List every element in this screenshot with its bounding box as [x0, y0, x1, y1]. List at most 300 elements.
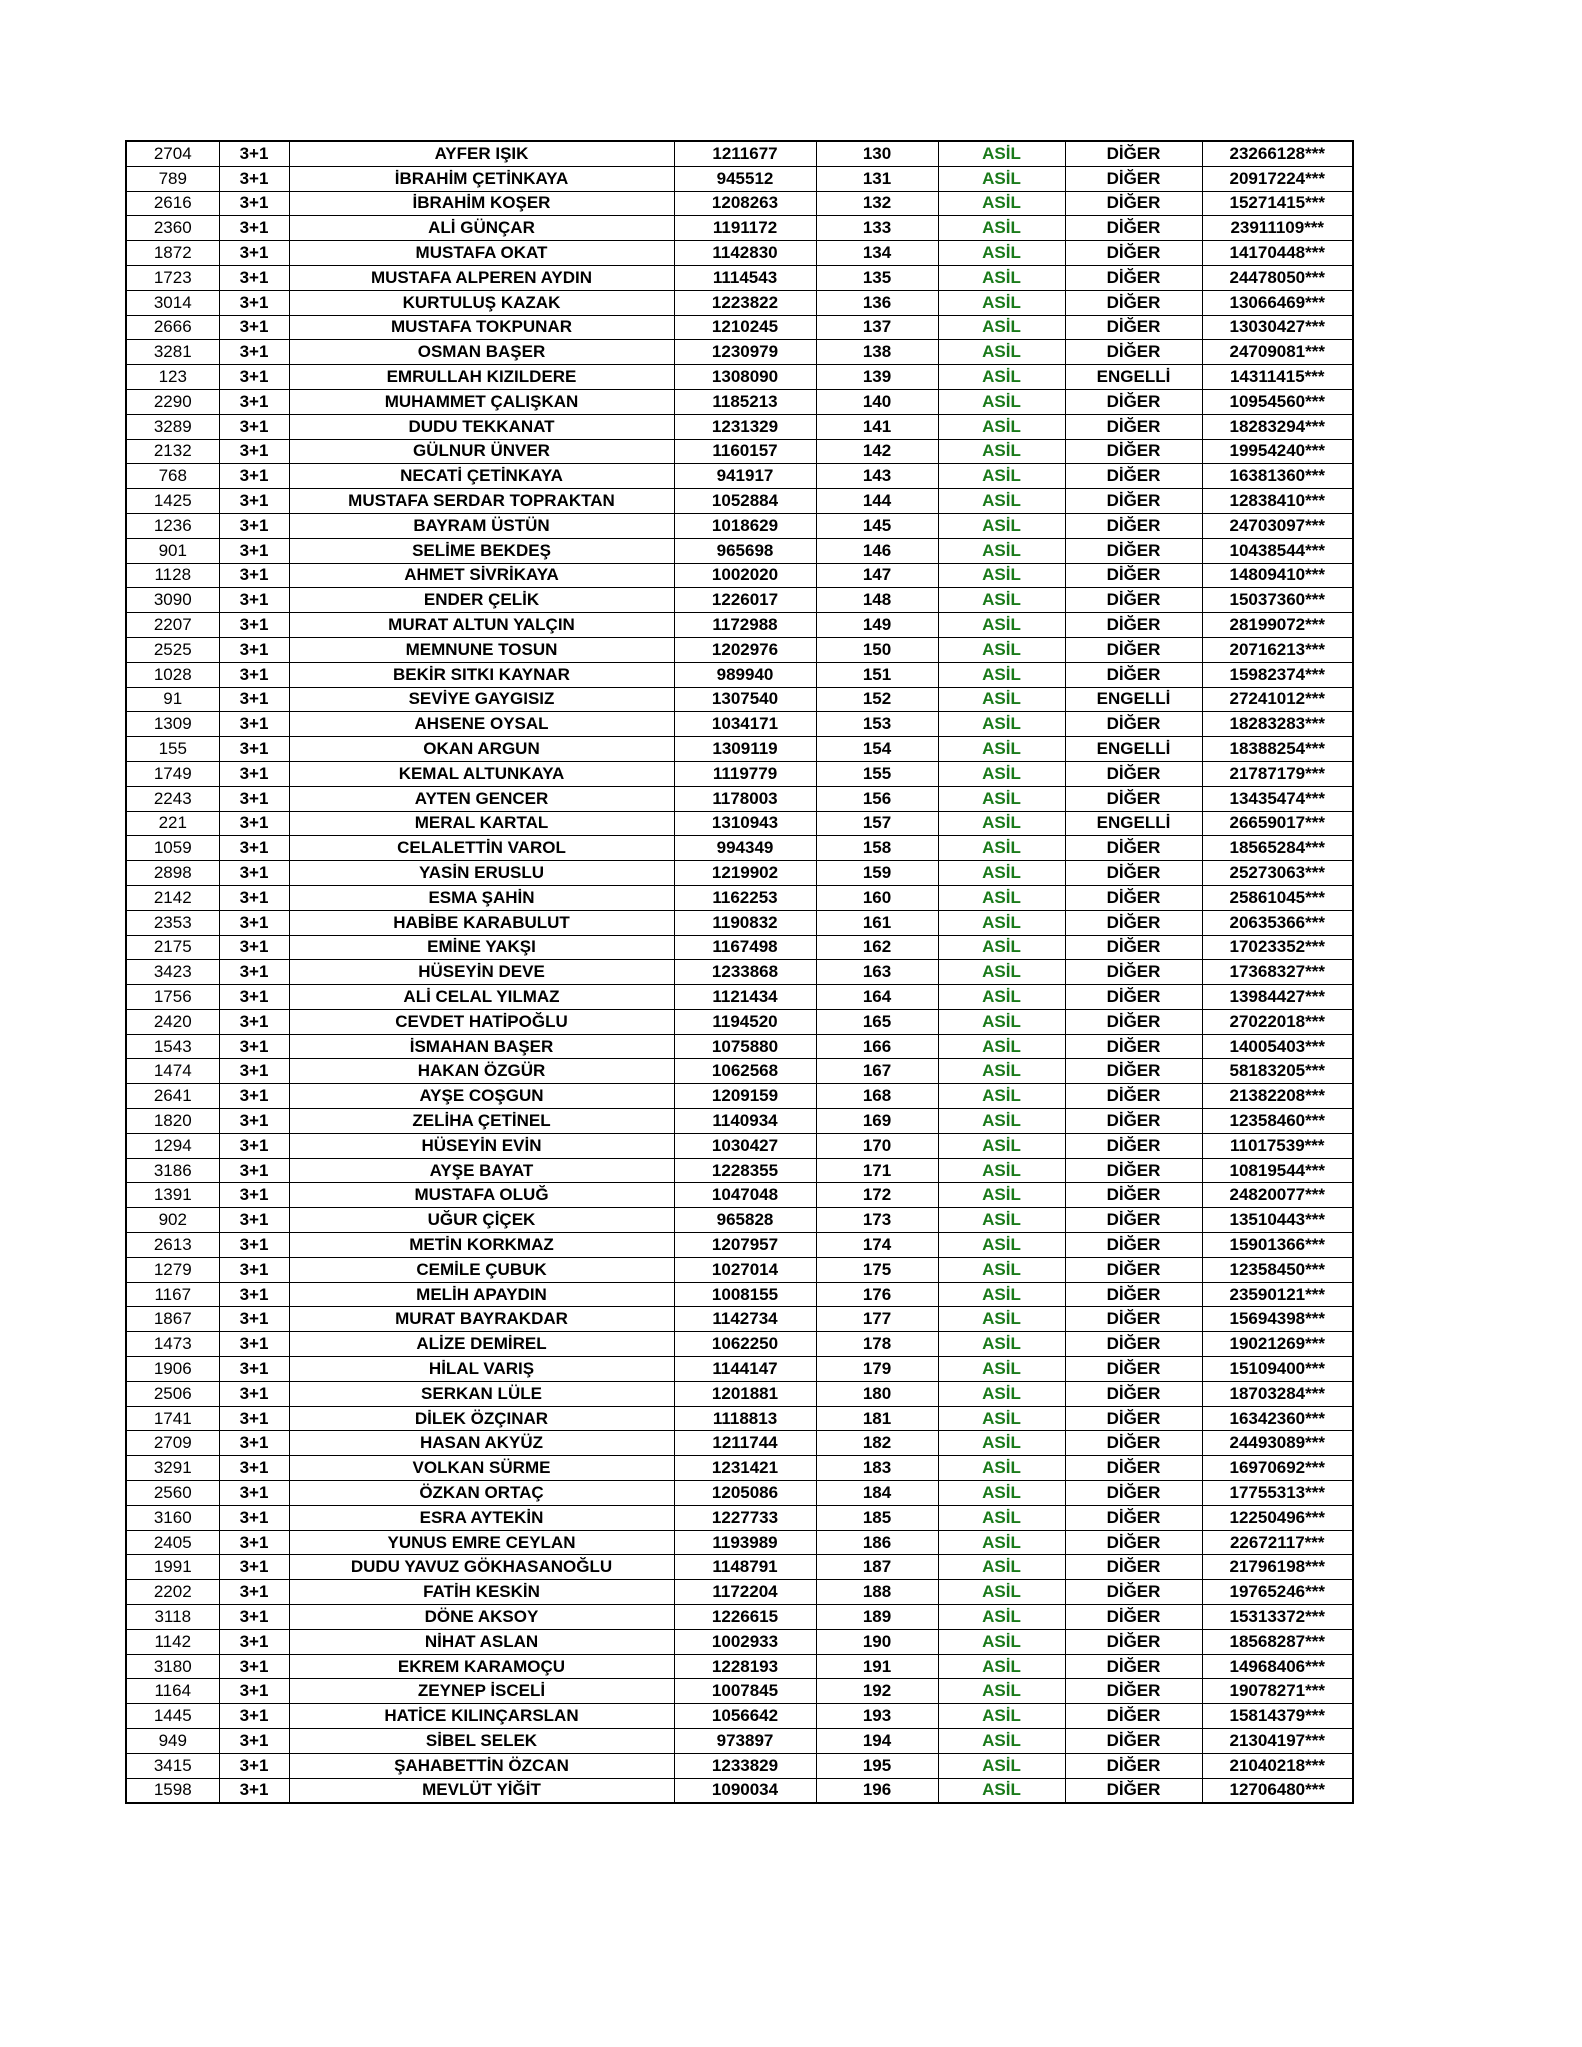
applicant-no-cell: 1425	[126, 489, 219, 514]
id-number-cell: 27241012***	[1202, 687, 1353, 712]
table-row	[126, 1778, 1353, 1803]
applicant-no-cell: 2142	[126, 885, 219, 910]
category-cell: DİĞER	[1065, 1133, 1202, 1158]
application-no-cell: 1193989	[674, 1530, 816, 1555]
application-no-cell: 1172988	[674, 613, 816, 638]
flat-type-cell: 3+1	[219, 513, 289, 538]
applicant-no-cell: 1756	[126, 985, 219, 1010]
status-cell: ASİL	[938, 1605, 1065, 1630]
application-no-cell: 1142830	[674, 241, 816, 266]
applicant-name-cell: MEVLÜT YİĞİT	[289, 1778, 674, 1803]
table-row	[126, 1431, 1353, 1456]
applicant-name-cell: AYFER IŞIK	[289, 141, 674, 166]
rank-cell: 154	[816, 737, 938, 762]
applicant-name-cell: GÜLNUR ÜNVER	[289, 439, 674, 464]
table-row	[126, 1133, 1353, 1158]
applicant-no-cell: 3014	[126, 290, 219, 315]
applicant-no-cell: 2704	[126, 141, 219, 166]
status-cell: ASİL	[938, 166, 1065, 191]
flat-type-cell: 3+1	[219, 1009, 289, 1034]
applicant-name-cell: YUNUS EMRE CEYLAN	[289, 1530, 674, 1555]
application-no-cell: 1228193	[674, 1654, 816, 1679]
flat-type-cell: 3+1	[219, 861, 289, 886]
id-number-cell: 24493089***	[1202, 1431, 1353, 1456]
flat-type-cell: 3+1	[219, 1109, 289, 1134]
table-row	[126, 141, 1353, 166]
flat-type-cell: 3+1	[219, 538, 289, 563]
category-cell: DİĞER	[1065, 1282, 1202, 1307]
status-cell: ASİL	[938, 761, 1065, 786]
category-cell: ENGELLİ	[1065, 811, 1202, 836]
rank-cell: 172	[816, 1183, 938, 1208]
table-row	[126, 241, 1353, 266]
applicant-no-cell: 3289	[126, 414, 219, 439]
application-no-cell: 1002933	[674, 1629, 816, 1654]
applicant-no-cell: 1445	[126, 1704, 219, 1729]
table-row	[126, 1282, 1353, 1307]
applicant-no-cell: 1473	[126, 1332, 219, 1357]
table-row	[126, 191, 1353, 216]
flat-type-cell: 3+1	[219, 464, 289, 489]
category-cell: DİĞER	[1065, 216, 1202, 241]
applicant-no-cell: 1279	[126, 1257, 219, 1282]
applicant-name-cell: SELİME BEKDEŞ	[289, 538, 674, 563]
applicant-name-cell: SERKAN LÜLE	[289, 1381, 674, 1406]
rank-cell: 194	[816, 1729, 938, 1754]
status-cell: ASİL	[938, 216, 1065, 241]
table-row	[126, 1580, 1353, 1605]
id-number-cell: 23911109***	[1202, 216, 1353, 241]
status-cell: ASİL	[938, 1778, 1065, 1803]
category-cell: DİĞER	[1065, 1778, 1202, 1803]
id-number-cell: 15901366***	[1202, 1233, 1353, 1258]
applicant-list-table	[125, 140, 1354, 1804]
status-cell: ASİL	[938, 1481, 1065, 1506]
id-number-cell: 21796198***	[1202, 1555, 1353, 1580]
flat-type-cell: 3+1	[219, 712, 289, 737]
table-row	[126, 513, 1353, 538]
table-row	[126, 414, 1353, 439]
category-cell: DİĞER	[1065, 513, 1202, 538]
application-no-cell: 1205086	[674, 1481, 816, 1506]
applicant-name-cell: MUSTAFA ALPEREN AYDIN	[289, 265, 674, 290]
rank-cell: 146	[816, 538, 938, 563]
flat-type-cell: 3+1	[219, 1505, 289, 1530]
status-cell: ASİL	[938, 1555, 1065, 1580]
status-cell: ASİL	[938, 1208, 1065, 1233]
table-row	[126, 960, 1353, 985]
category-cell: DİĞER	[1065, 439, 1202, 464]
id-number-cell: 18565284***	[1202, 836, 1353, 861]
application-no-cell: 1018629	[674, 513, 816, 538]
applicant-no-cell: 2666	[126, 315, 219, 340]
applicant-name-cell: CELALETTİN VAROL	[289, 836, 674, 861]
applicant-name-cell: YASİN ERUSLU	[289, 861, 674, 886]
applicant-name-cell: NİHAT ASLAN	[289, 1629, 674, 1654]
applicant-no-cell: 2641	[126, 1084, 219, 1109]
table-row	[126, 910, 1353, 935]
status-cell: ASİL	[938, 414, 1065, 439]
table-row	[126, 1084, 1353, 1109]
id-number-cell: 20917224***	[1202, 166, 1353, 191]
rank-cell: 132	[816, 191, 938, 216]
id-number-cell: 14005403***	[1202, 1034, 1353, 1059]
category-cell: DİĞER	[1065, 1084, 1202, 1109]
category-cell: DİĞER	[1065, 241, 1202, 266]
flat-type-cell: 3+1	[219, 786, 289, 811]
table-row	[126, 885, 1353, 910]
flat-type-cell: 3+1	[219, 340, 289, 365]
category-cell: DİĞER	[1065, 786, 1202, 811]
applicant-name-cell: METİN KORKMAZ	[289, 1233, 674, 1258]
category-cell: DİĞER	[1065, 1456, 1202, 1481]
table-row	[126, 1158, 1353, 1183]
status-cell: ASİL	[938, 861, 1065, 886]
rank-cell: 151	[816, 662, 938, 687]
category-cell: DİĞER	[1065, 1704, 1202, 1729]
flat-type-cell: 3+1	[219, 439, 289, 464]
application-no-cell: 1148791	[674, 1555, 816, 1580]
applicant-no-cell: 3186	[126, 1158, 219, 1183]
rank-cell: 141	[816, 414, 938, 439]
category-cell: DİĞER	[1065, 613, 1202, 638]
application-no-cell: 973897	[674, 1729, 816, 1754]
table-row	[126, 166, 1353, 191]
application-no-cell: 1211744	[674, 1431, 816, 1456]
status-cell: ASİL	[938, 1282, 1065, 1307]
rank-cell: 162	[816, 935, 938, 960]
rank-cell: 158	[816, 836, 938, 861]
application-no-cell: 1231421	[674, 1456, 816, 1481]
status-cell: ASİL	[938, 290, 1065, 315]
application-no-cell: 989940	[674, 662, 816, 687]
rank-cell: 155	[816, 761, 938, 786]
id-number-cell: 18703284***	[1202, 1381, 1353, 1406]
table-row	[126, 1183, 1353, 1208]
category-cell: ENGELLİ	[1065, 365, 1202, 390]
category-cell: DİĞER	[1065, 340, 1202, 365]
applicant-no-cell: 1028	[126, 662, 219, 687]
id-number-cell: 13984427***	[1202, 985, 1353, 1010]
category-cell: DİĞER	[1065, 1580, 1202, 1605]
applicant-name-cell: HİLAL VARIŞ	[289, 1357, 674, 1382]
rank-cell: 173	[816, 1208, 938, 1233]
status-cell: ASİL	[938, 1381, 1065, 1406]
flat-type-cell: 3+1	[219, 389, 289, 414]
application-no-cell: 1030427	[674, 1133, 816, 1158]
rank-cell: 143	[816, 464, 938, 489]
applicant-name-cell: ESRA AYTEKİN	[289, 1505, 674, 1530]
table-row	[126, 489, 1353, 514]
applicant-name-cell: HASAN AKYÜZ	[289, 1431, 674, 1456]
rank-cell: 190	[816, 1629, 938, 1654]
status-cell: ASİL	[938, 1505, 1065, 1530]
applicant-name-cell: MUSTAFA OLUĞ	[289, 1183, 674, 1208]
category-cell: DİĞER	[1065, 1679, 1202, 1704]
status-cell: ASİL	[938, 985, 1065, 1010]
applicant-name-cell: NECATİ ÇETİNKAYA	[289, 464, 674, 489]
rank-cell: 168	[816, 1084, 938, 1109]
rank-cell: 145	[816, 513, 938, 538]
category-cell: DİĞER	[1065, 1109, 1202, 1134]
applicant-no-cell: 1820	[126, 1109, 219, 1134]
applicant-name-cell: MEMNUNE TOSUN	[289, 637, 674, 662]
id-number-cell: 12358450***	[1202, 1257, 1353, 1282]
application-no-cell: 1226615	[674, 1605, 816, 1630]
category-cell: DİĞER	[1065, 315, 1202, 340]
status-cell: ASİL	[938, 811, 1065, 836]
status-cell: ASİL	[938, 1233, 1065, 1258]
status-cell: ASİL	[938, 1034, 1065, 1059]
status-cell: ASİL	[938, 1679, 1065, 1704]
applicant-name-cell: ESMA ŞAHİN	[289, 885, 674, 910]
applicant-no-cell: 3160	[126, 1505, 219, 1530]
category-cell: ENGELLİ	[1065, 687, 1202, 712]
status-cell: ASİL	[938, 1332, 1065, 1357]
status-cell: ASİL	[938, 1307, 1065, 1332]
flat-type-cell: 3+1	[219, 935, 289, 960]
application-no-cell: 1310943	[674, 811, 816, 836]
rank-cell: 165	[816, 1009, 938, 1034]
id-number-cell: 14809410***	[1202, 563, 1353, 588]
application-no-cell: 1075880	[674, 1034, 816, 1059]
application-no-cell: 1207957	[674, 1233, 816, 1258]
category-cell: DİĞER	[1065, 662, 1202, 687]
id-number-cell: 23266128***	[1202, 141, 1353, 166]
rank-cell: 159	[816, 861, 938, 886]
applicant-name-cell: MERAL KARTAL	[289, 811, 674, 836]
applicant-name-cell: MURAT BAYRAKDAR	[289, 1307, 674, 1332]
rank-cell: 161	[816, 910, 938, 935]
category-cell: DİĞER	[1065, 1555, 1202, 1580]
table-row	[126, 1059, 1353, 1084]
application-no-cell: 1090034	[674, 1778, 816, 1803]
flat-type-cell: 3+1	[219, 365, 289, 390]
rank-cell: 164	[816, 985, 938, 1010]
applicant-name-cell: ALİZE DEMİREL	[289, 1332, 674, 1357]
status-cell: ASİL	[938, 1530, 1065, 1555]
flat-type-cell: 3+1	[219, 1357, 289, 1382]
category-cell: DİĞER	[1065, 1406, 1202, 1431]
application-no-cell: 1118813	[674, 1406, 816, 1431]
flat-type-cell: 3+1	[219, 885, 289, 910]
applicant-name-cell: DÖNE AKSOY	[289, 1605, 674, 1630]
table-row	[126, 265, 1353, 290]
applicant-no-cell: 2207	[126, 613, 219, 638]
category-cell: DİĞER	[1065, 191, 1202, 216]
applicant-name-cell: OSMAN BAŞER	[289, 340, 674, 365]
category-cell: DİĞER	[1065, 290, 1202, 315]
category-cell: DİĞER	[1065, 1381, 1202, 1406]
applicant-no-cell: 1142	[126, 1629, 219, 1654]
table-row	[126, 1555, 1353, 1580]
rank-cell: 191	[816, 1654, 938, 1679]
status-cell: ASİL	[938, 1084, 1065, 1109]
category-cell: DİĞER	[1065, 1629, 1202, 1654]
flat-type-cell: 3+1	[219, 1084, 289, 1109]
id-number-cell: 15271415***	[1202, 191, 1353, 216]
id-number-cell: 12838410***	[1202, 489, 1353, 514]
flat-type-cell: 3+1	[219, 216, 289, 241]
category-cell: ENGELLİ	[1065, 737, 1202, 762]
table-row	[126, 365, 1353, 390]
table-row	[126, 1233, 1353, 1258]
flat-type-cell: 3+1	[219, 1530, 289, 1555]
table-row	[126, 464, 1353, 489]
applicant-no-cell: 221	[126, 811, 219, 836]
applicant-no-cell: 1872	[126, 241, 219, 266]
rank-cell: 131	[816, 166, 938, 191]
flat-type-cell: 3+1	[219, 1654, 289, 1679]
application-no-cell: 1172204	[674, 1580, 816, 1605]
applicant-no-cell: 1391	[126, 1183, 219, 1208]
rank-cell: 169	[816, 1109, 938, 1134]
applicant-name-cell: VOLKAN SÜRME	[289, 1456, 674, 1481]
id-number-cell: 24703097***	[1202, 513, 1353, 538]
category-cell: DİĞER	[1065, 861, 1202, 886]
flat-type-cell: 3+1	[219, 1233, 289, 1258]
flat-type-cell: 3+1	[219, 1406, 289, 1431]
flat-type-cell: 3+1	[219, 1208, 289, 1233]
category-cell: DİĞER	[1065, 389, 1202, 414]
applicant-no-cell: 1749	[126, 761, 219, 786]
category-cell: DİĞER	[1065, 1208, 1202, 1233]
applicant-no-cell: 1309	[126, 712, 219, 737]
rank-cell: 187	[816, 1555, 938, 1580]
flat-type-cell: 3+1	[219, 1753, 289, 1778]
flat-type-cell: 3+1	[219, 489, 289, 514]
status-cell: ASİL	[938, 737, 1065, 762]
id-number-cell: 15982374***	[1202, 662, 1353, 687]
applicant-name-cell: ZEYNEP İSCELİ	[289, 1679, 674, 1704]
table-row	[126, 836, 1353, 861]
application-no-cell: 1160157	[674, 439, 816, 464]
applicant-name-cell: KURTULUŞ KAZAK	[289, 290, 674, 315]
applicant-no-cell: 2560	[126, 1481, 219, 1506]
rank-cell: 144	[816, 489, 938, 514]
table-row	[126, 1456, 1353, 1481]
applicant-name-cell: MUHAMMET ÇALIŞKAN	[289, 389, 674, 414]
applicant-no-cell: 2290	[126, 389, 219, 414]
applicant-no-cell: 1867	[126, 1307, 219, 1332]
applicant-name-cell: EKREM KARAMOÇU	[289, 1654, 674, 1679]
applicant-no-cell: 2709	[126, 1431, 219, 1456]
table-row	[126, 811, 1353, 836]
id-number-cell: 14170448***	[1202, 241, 1353, 266]
flat-type-cell: 3+1	[219, 1456, 289, 1481]
category-cell: DİĞER	[1065, 1158, 1202, 1183]
id-number-cell: 19765246***	[1202, 1580, 1353, 1605]
id-number-cell: 12358460***	[1202, 1109, 1353, 1134]
rank-cell: 130	[816, 141, 938, 166]
status-cell: ASİL	[938, 1704, 1065, 1729]
applicant-no-cell: 1164	[126, 1679, 219, 1704]
table-row	[126, 1034, 1353, 1059]
applicant-no-cell: 2360	[126, 216, 219, 241]
rank-cell: 157	[816, 811, 938, 836]
table-row	[126, 761, 1353, 786]
applicant-name-cell: AHSENE OYSAL	[289, 712, 674, 737]
application-no-cell: 1142734	[674, 1307, 816, 1332]
applicant-name-cell: MUSTAFA TOKPUNAR	[289, 315, 674, 340]
flat-type-cell: 3+1	[219, 811, 289, 836]
rank-cell: 181	[816, 1406, 938, 1431]
applicant-name-cell: ALİ CELAL YILMAZ	[289, 985, 674, 1010]
status-cell: ASİL	[938, 910, 1065, 935]
status-cell: ASİL	[938, 1729, 1065, 1754]
id-number-cell: 26659017***	[1202, 811, 1353, 836]
rank-cell: 193	[816, 1704, 938, 1729]
status-cell: ASİL	[938, 836, 1065, 861]
applicant-no-cell: 1236	[126, 513, 219, 538]
category-cell: DİĞER	[1065, 265, 1202, 290]
applicant-name-cell: ÖZKAN ORTAÇ	[289, 1481, 674, 1506]
category-cell: DİĞER	[1065, 935, 1202, 960]
application-no-cell: 1191172	[674, 216, 816, 241]
rank-cell: 184	[816, 1481, 938, 1506]
flat-type-cell: 3+1	[219, 1704, 289, 1729]
rank-cell: 192	[816, 1679, 938, 1704]
status-cell: ASİL	[938, 1059, 1065, 1084]
application-no-cell: 1231329	[674, 414, 816, 439]
applicant-name-cell: ŞAHABETTİN ÖZCAN	[289, 1753, 674, 1778]
applicant-no-cell: 3291	[126, 1456, 219, 1481]
applicant-no-cell: 2405	[126, 1530, 219, 1555]
id-number-cell: 15313372***	[1202, 1605, 1353, 1630]
application-no-cell: 1056642	[674, 1704, 816, 1729]
applicant-name-cell: HABİBE KARABULUT	[289, 910, 674, 935]
application-no-cell: 965698	[674, 538, 816, 563]
status-cell: ASİL	[938, 191, 1065, 216]
applicant-no-cell: 155	[126, 737, 219, 762]
applicant-no-cell: 1723	[126, 265, 219, 290]
application-no-cell: 1209159	[674, 1084, 816, 1109]
applicant-name-cell: EMRULLAH KIZILDERE	[289, 365, 674, 390]
table-row	[126, 786, 1353, 811]
application-no-cell: 1121434	[674, 985, 816, 1010]
applicant-no-cell: 2506	[126, 1381, 219, 1406]
applicant-no-cell: 1059	[126, 836, 219, 861]
id-number-cell: 11017539***	[1202, 1133, 1353, 1158]
applicant-name-cell: ALİ GÜNÇAR	[289, 216, 674, 241]
id-number-cell: 20635366***	[1202, 910, 1353, 935]
status-cell: ASİL	[938, 1753, 1065, 1778]
category-cell: DİĞER	[1065, 1307, 1202, 1332]
table-row	[126, 439, 1353, 464]
rank-cell: 135	[816, 265, 938, 290]
applicant-name-cell: CEMİLE ÇUBUK	[289, 1257, 674, 1282]
category-cell: DİĞER	[1065, 1009, 1202, 1034]
status-cell: ASİL	[938, 141, 1065, 166]
id-number-cell: 14311415***	[1202, 365, 1353, 390]
table-row	[126, 1530, 1353, 1555]
applicant-no-cell: 2353	[126, 910, 219, 935]
status-cell: ASİL	[938, 464, 1065, 489]
status-cell: ASİL	[938, 538, 1065, 563]
application-no-cell: 1308090	[674, 365, 816, 390]
applicant-name-cell: DUDU YAVUZ GÖKHASANOĞLU	[289, 1555, 674, 1580]
category-cell: DİĞER	[1065, 538, 1202, 563]
status-cell: ASİL	[938, 588, 1065, 613]
applicant-name-cell: AYTEN GENCER	[289, 786, 674, 811]
rank-cell: 133	[816, 216, 938, 241]
id-number-cell: 19954240***	[1202, 439, 1353, 464]
id-number-cell: 25273063***	[1202, 861, 1353, 886]
category-cell: DİĞER	[1065, 414, 1202, 439]
id-number-cell: 18568287***	[1202, 1629, 1353, 1654]
flat-type-cell: 3+1	[219, 761, 289, 786]
applicant-no-cell: 3415	[126, 1753, 219, 1778]
